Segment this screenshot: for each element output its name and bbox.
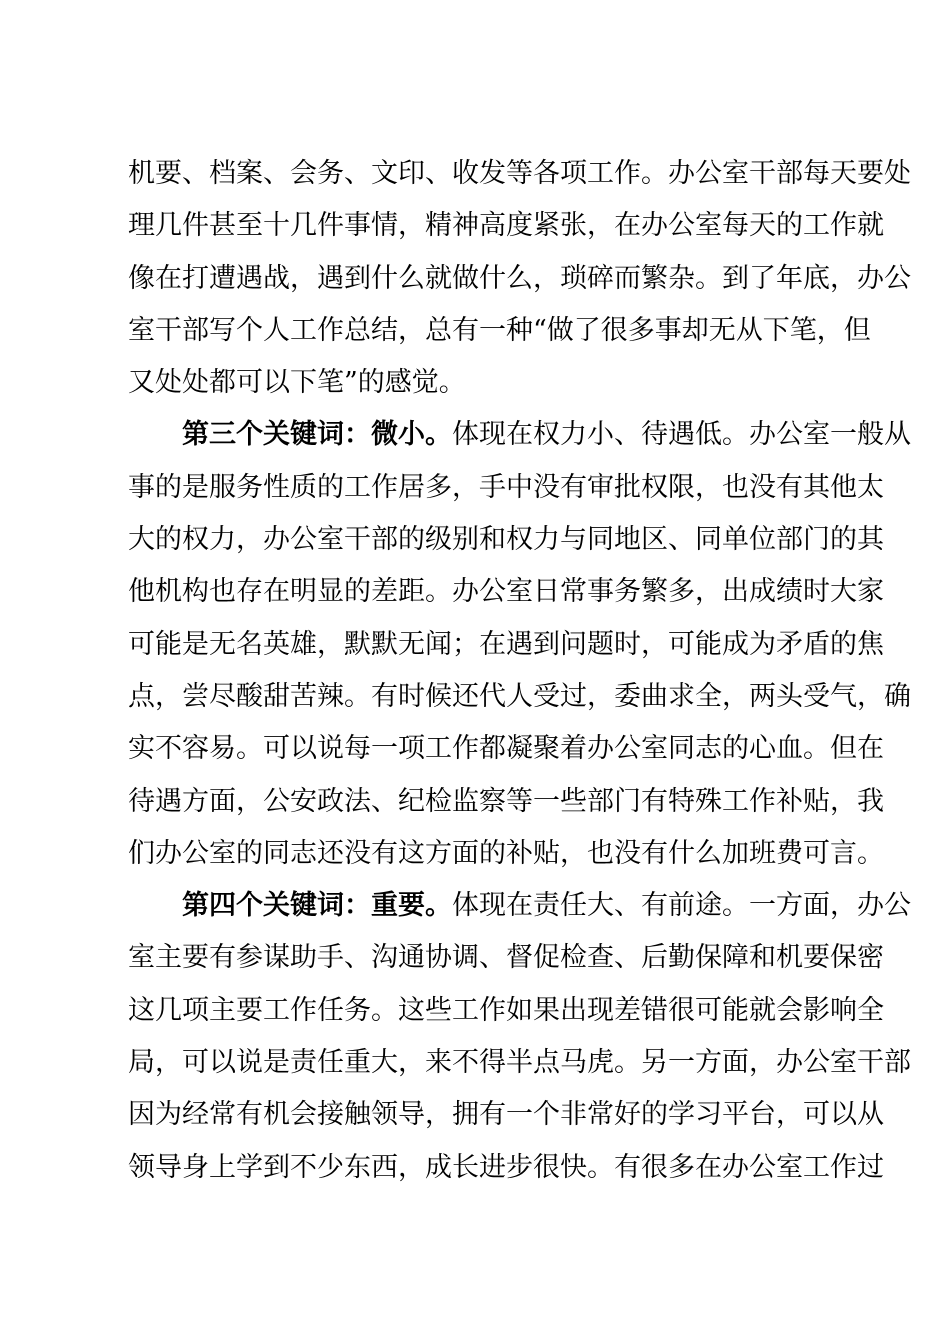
text-line: 机要、档案、会务、文印、收发等各项工作。办公室干部每天要处 — [128, 158, 911, 189]
text-line: 室主要有参谋助手、沟通协调、督促检查、后勤保障和机要保密 — [128, 942, 884, 974]
keyword-heading: 第四个关键词：重要。 — [182, 890, 452, 922]
text-line: 局，可以说是责任重大，来不得半点马虎。另一方面，办公室干部 — [128, 1047, 911, 1079]
text-line: 又处处都可以下笔”的感觉。 — [128, 367, 466, 399]
text-line: 待遇方面，公安政法、纪检监察等一些部门有特殊工作补贴，我 — [128, 785, 884, 817]
text-line: 领导身上学到不少东西，成长进步很快。有很多在办公室工作过 — [128, 1151, 884, 1183]
text-run: 体现在责任大、有前途。一方面，办公 — [452, 890, 911, 922]
text-line: 因为经常有机会接触领导，拥有一个非常好的学习平台，可以从 — [128, 1099, 884, 1131]
text-line: 他机构也存在明显的差距。办公室日常事务繁多，出成绩时大家 — [128, 576, 884, 608]
paragraph-first-line — [128, 409, 911, 461]
text-line: 像在打遭遇战，遇到什么就做什么，琐碎而繁杂。到了年底，办公 — [128, 262, 911, 294]
paragraph-first-line — [128, 880, 911, 932]
text-line: 大的权力，办公室干部的级别和权力与同地区、同单位部门的其 — [128, 524, 884, 556]
keyword-heading: 第三个关键词：微小。 — [182, 419, 452, 451]
text-line: 实不容易。可以说每一项工作都凝聚着办公室同志的心血。但在 — [128, 733, 884, 765]
text-run: 体现在权力小、待遇低。办公室一般从 — [452, 419, 911, 451]
text-line: 这几项主要工作任务。这些工作如果出现差错很可能就会影响全 — [128, 994, 884, 1026]
text-line: 室干部写个人工作总结，总有一种“做了很多事却无从下笔，但 — [128, 314, 871, 346]
body-text — [128, 148, 911, 1194]
text-line: 们办公室的同志还没有这方面的补贴，也没有什么加班费可言。 — [128, 837, 884, 869]
text-line: 事的是服务性质的工作居多，手中没有审批权限，也没有其他太 — [128, 471, 884, 503]
text-line: 可能是无名英雄，默默无闻；在遇到问题时，可能成为矛盾的焦 — [128, 628, 884, 660]
text-line: 点，尝尽酸甜苦辣。有时候还代人受过，委曲求全，两头受气，确 — [128, 680, 911, 712]
text-line: 理几件甚至十几件事情，精神高度紧张，在办公室每天的工作就 — [128, 210, 884, 242]
